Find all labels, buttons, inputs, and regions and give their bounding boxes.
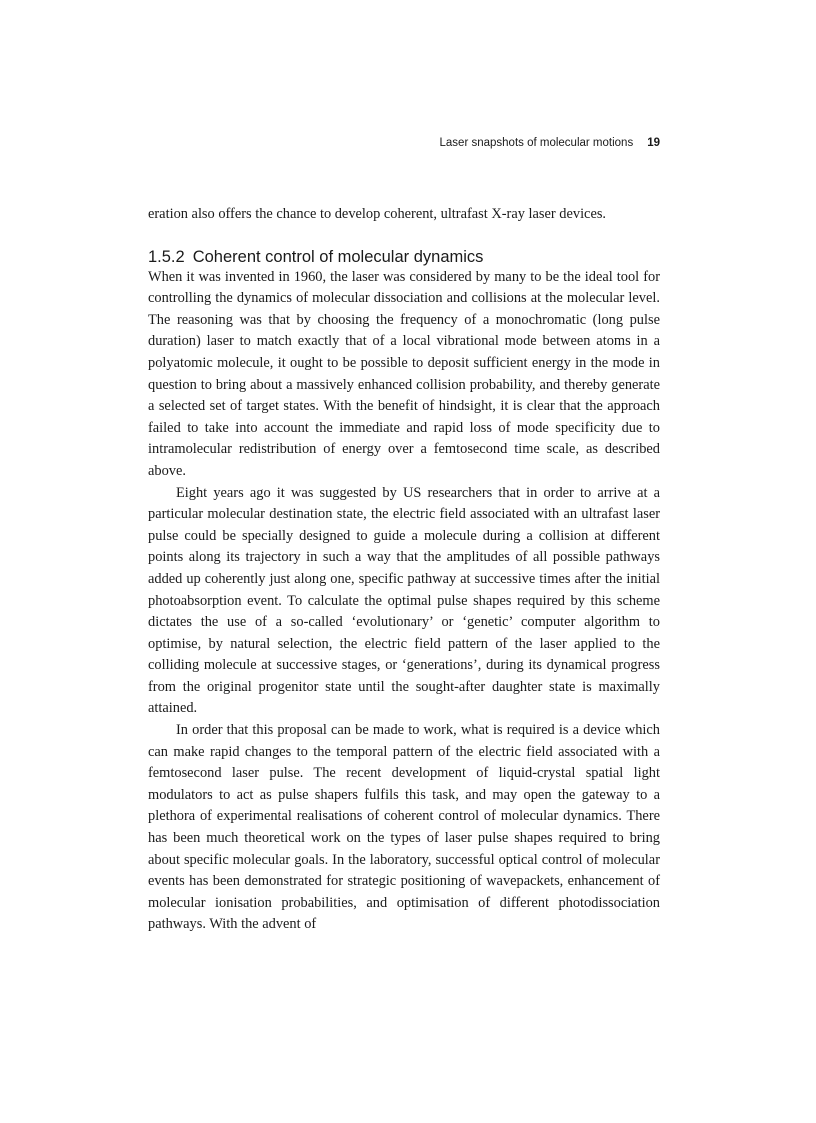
paragraph-3: In order that this proposal can be made to work, what is required is a device which can make rapid changes to the temporal pattern of the electric field associated with a femtosecond laser pulse. The recent development of liquid-crystal spatial light modulators to act as pulse shapers fulfils this task, and may open the gateway to a plethora of experimental realisations of coherent control of molecular dynamics. There has been much theoretical work on the types of laser pulse shapes required to bring about specific molecular goals. In the laboratory, successful optical control of molecular events has been demonstrated for strategic positioning of wavepackets, enhancement of molecular ionisation probabilities, and optimisation of different photodissociation pathways. With the advent of	[148, 722, 660, 933]
paragraph-1: When it was invented in 1960, the laser was considered by many to be the ideal tool for controlling the dynamics of molecular dissociation and collisions at the molecular level. The reasoning was that by choosing the frequency of a monochromatic (long pulse duration) laser to match exactly that of a local vibrational mode between atoms in a polyatomic molecule, it ought to be possible to deposit sufficient energy in the mode in question to bring about a massively enhanced collision probability, and thereby generate a selected set of target states. With the benefit of hindsight, it is clear that the approach failed to take into account the immediate and rapid loss of mode specificity due to intramolecular redistribution of energy over a femtosecond time scale, as described above.	[148, 268, 660, 479]
running-head-title: Laser snapshots of molecular motions	[439, 137, 634, 149]
page-number: 19	[647, 137, 660, 149]
running-head	[148, 135, 660, 151]
section-heading	[148, 247, 660, 267]
paragraph-2: Eight years ago it was suggested by US researchers that in order to arrive at a particular molecular destination state, the electric field associated with an ultrafast laser pulse could be specially designed to guide a molecule during a collision at different points along its trajectory in such a way that the amplitudes of all possible pathways added up coherently just along one, specific pathway at successive times after the initial photoabsorption event. To calculate the optimal pulse shapes required by this scheme dictates the use of a so-called ‘evolutionary’ or ‘genetic’ computer algorithm to optimise, by natural selection, the electric field pattern of the laser applied to the colliding molecule at successive stages, or ‘generations’, during its dynamical progress from the original progenitor state until the sought-after daughter state is maximally attained.	[148, 484, 660, 717]
body-text	[148, 204, 660, 936]
section-title: Coherent control of molecular dynamics	[192, 247, 484, 266]
section-number: 1.5.2	[148, 247, 185, 266]
continuation-paragraph: eration also offers the chance to develop coherent, ultrafast X-ray laser devices.	[148, 206, 607, 222]
